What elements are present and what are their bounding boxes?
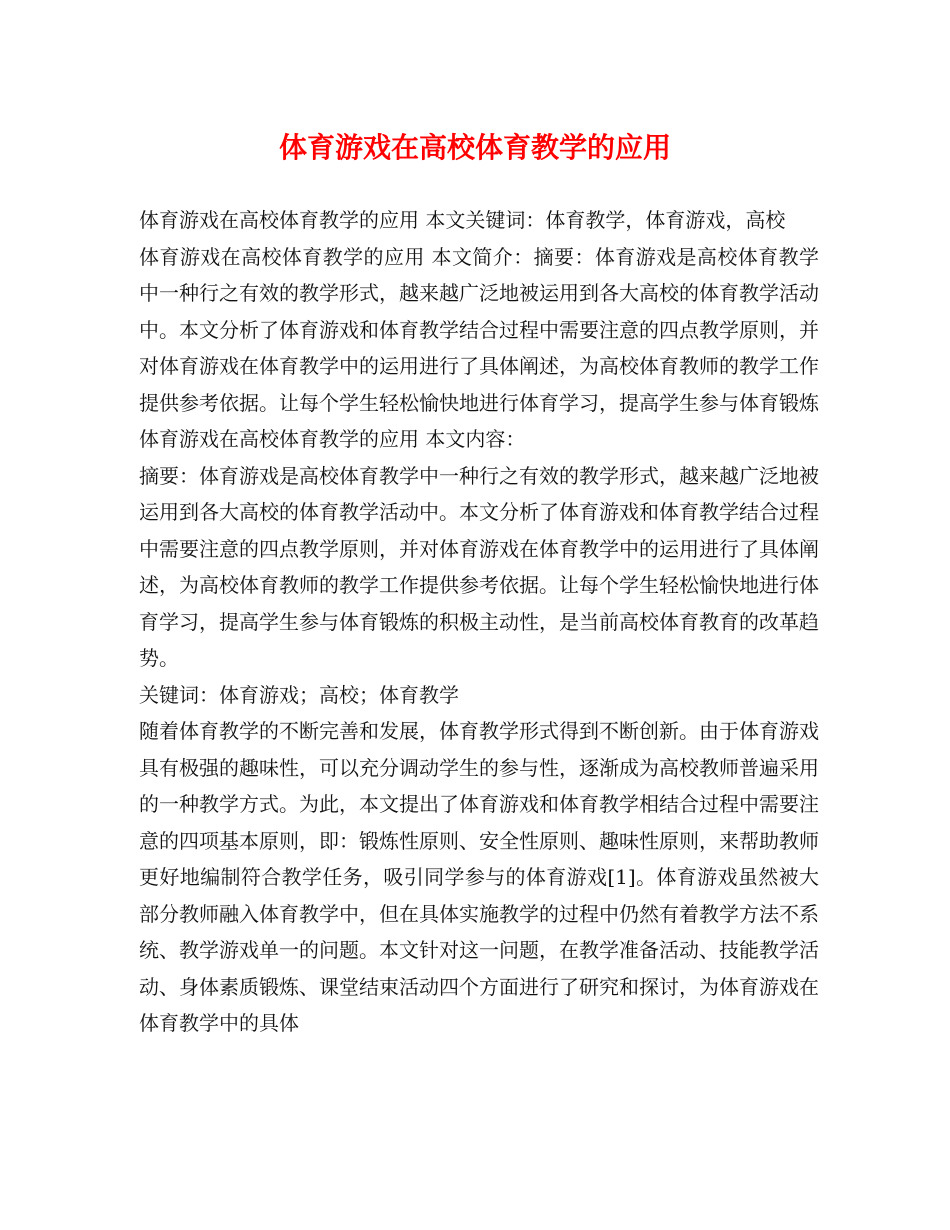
document-title: 体育游戏在高校体育教学的应用 (278, 131, 671, 164)
summary-paragraph: 体育游戏在高校体育教学的应用 本文简介：摘要：体育游戏是高校体育教学中一种行之有效的教学形式，越来越广泛地被运用到各大高校的体育教学活动中。本文分析了体育游戏和体育教学结合过程中需要注意的四点教学原则，并对体育游戏在体育教学中的运用进行了具体阐述，为高校体育教师的教学工作提供参考依据。让每个学生轻松愉快地进行体育学习，提高学生参与体育锻炼 (139, 244, 819, 415)
keywords-line: 关键词：体育游戏；高校；体育教学 (139, 682, 459, 707)
keywords-paragraph: 体育游戏在高校体育教学的应用 本文关键词：体育教学，体育游戏，高校 (139, 208, 786, 232)
document-body (139, 202, 819, 1042)
content-heading: 体育游戏在高校体育教学的应用 本文内容： (139, 427, 526, 451)
abstract-paragraph: 摘要：体育游戏是高校体育教学中一种行之有效的教学形式，越来越广泛地被运用到各大高校的体育教学活动中。本文分析了体育游戏和体育教学结合过程中需要注意的四点教学原则，并对体育游戏在体育教学中的运用进行了具体阐述，为高校体育教师的教学工作提供参考依据。让每个学生轻松愉快地进行体育学习，提高学生参与体育锻炼的积极主动性，是当前高校体育教育的改革趋势。 (139, 463, 819, 670)
body-paragraph: 随着体育教学的不断完善和发展，体育教学形式得到不断创新。由于体育游戏具有极强的趣味性，可以充分调动学生的参与性，逐渐成为高校教师普遍采用的一种教学方式。为此，本文提出了体育游戏和体育教学相结合过程中需要注意的四项基本原则，即：锻炼性原则、安全性原则、趣味性原则，来帮助教师更好地编制符合教学任务，吸引同学参与的体育游戏[1]。体育游戏虽然被大部分教师融入体育教学中，但在具体实施教学的过程中仍然有着教学方法不系统、教学游戏单一的问题。本文针对这一问题，在教学准备活动、技能教学活动、身体素质锻炼、课堂结束活动四个方面进行了研究和探讨，为体育游戏在体育教学中的具体 (139, 719, 819, 1035)
